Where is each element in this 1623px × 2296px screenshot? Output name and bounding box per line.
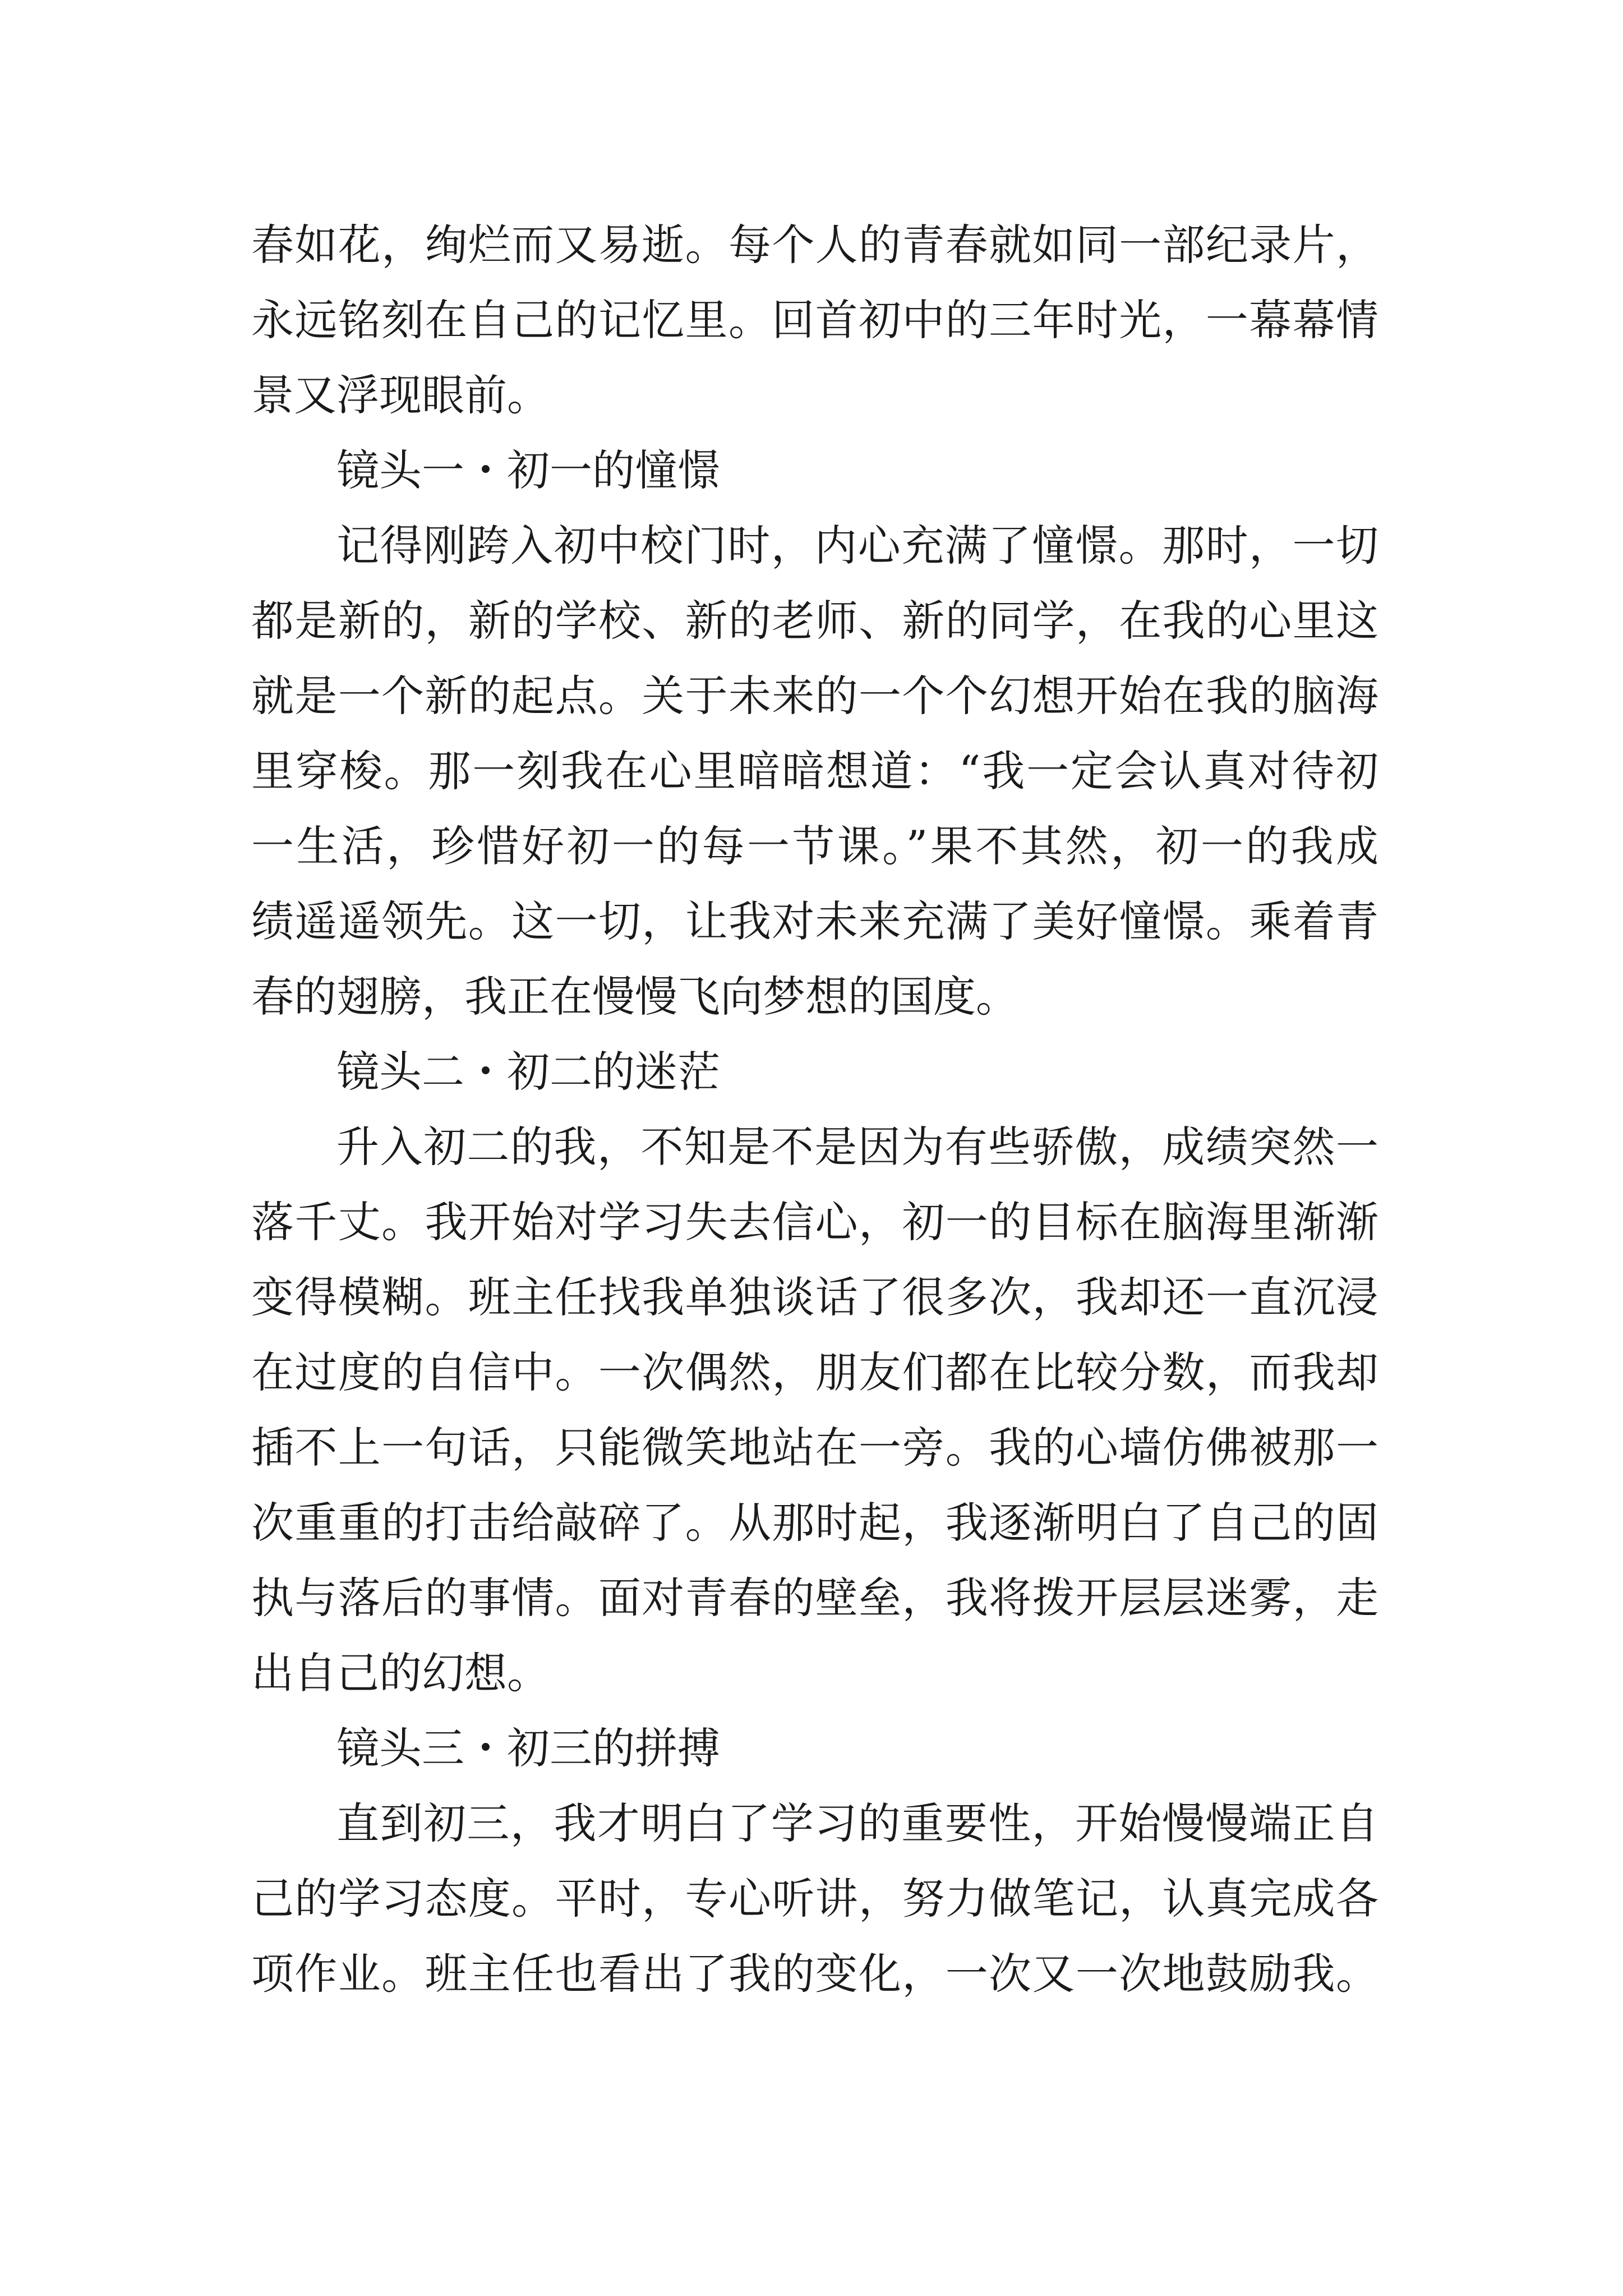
text-line: 升入初二的我，不知是不是因为有些骄傲，成绩突然一 [336,1122,1378,1172]
text-line: 记得刚跨入初中校门时，内心充满了憧憬。那时，一切 [336,521,1378,570]
section-2-paragraph [251,1110,1378,1711]
intro-paragraph [251,208,1378,433]
text-line: 己的学习态度。平时，专心听讲，努力做笔记，认真完成各 [251,1874,1378,1924]
text-line: 落千丈。我开始对学习失去信心，初一的目标在脑海里渐渐 [251,1197,1378,1247]
text-line: 都是新的，新的学校、新的老师、新的同学，在我的心里这 [251,596,1378,646]
text-line: 里穿梭。那一刻我在心里暗暗想道：“我一定会认真对待初 [251,746,1378,796]
text-line: 在过度的自信中。一次偶然，朋友们都在比较分数，而我却 [251,1347,1378,1397]
section-heading-3: 镜头三・初三的拼搏 [336,1723,720,1773]
text-line: 景又浮现眼前。 [251,370,550,420]
section-1-paragraph [251,508,1378,1034]
text-line: 出自己的幻想。 [251,1648,550,1698]
text-line: 春的翅膀，我正在慢慢飞向梦想的国度。 [251,972,1018,1022]
section-heading-2: 镜头二・初二的迷茫 [336,1047,720,1097]
text-line: 插不上一句话，只能微笑地站在一旁。我的心墙仿佛被那一 [251,1423,1378,1473]
text-line: 春如花，绚烂而又易逝。每个人的青春就如同一部纪录片， [251,220,1378,270]
text-line: 变得模糊。班主任找我单独谈话了很多次，我却还一直沉浸 [251,1272,1378,1322]
text-line: 绩遥遥领先。这一切，让我对未来充满了美好憧憬。乘着青 [251,896,1378,946]
text-line: 就是一个新的起点。关于未来的一个个幻想开始在我的脑海 [251,671,1378,721]
section-3-paragraph [251,1786,1378,2012]
text-line: 一生活，珍惜好初一的每一节课。”果不其然，初一的我成 [251,821,1378,871]
section-heading-1: 镜头一・初一的憧憬 [336,445,720,495]
text-line: 次重重的打击给敲碎了。从那时起，我逐渐明白了自己的固 [251,1498,1378,1548]
text-line: 执与落后的事情。面对青春的壁垒，我将拨开层层迷雾，走 [251,1573,1378,1623]
text-line: 直到初三，我才明白了学习的重要性，开始慢慢端正自 [336,1798,1378,1848]
document-body [251,208,1378,2012]
text-line: 项作业。班主任也看出了我的变化，一次又一次地鼓励我。 [251,1949,1378,1999]
text-line: 永远铭刻在自己的记忆里。回首初中的三年时光，一幕幕情 [251,295,1378,345]
